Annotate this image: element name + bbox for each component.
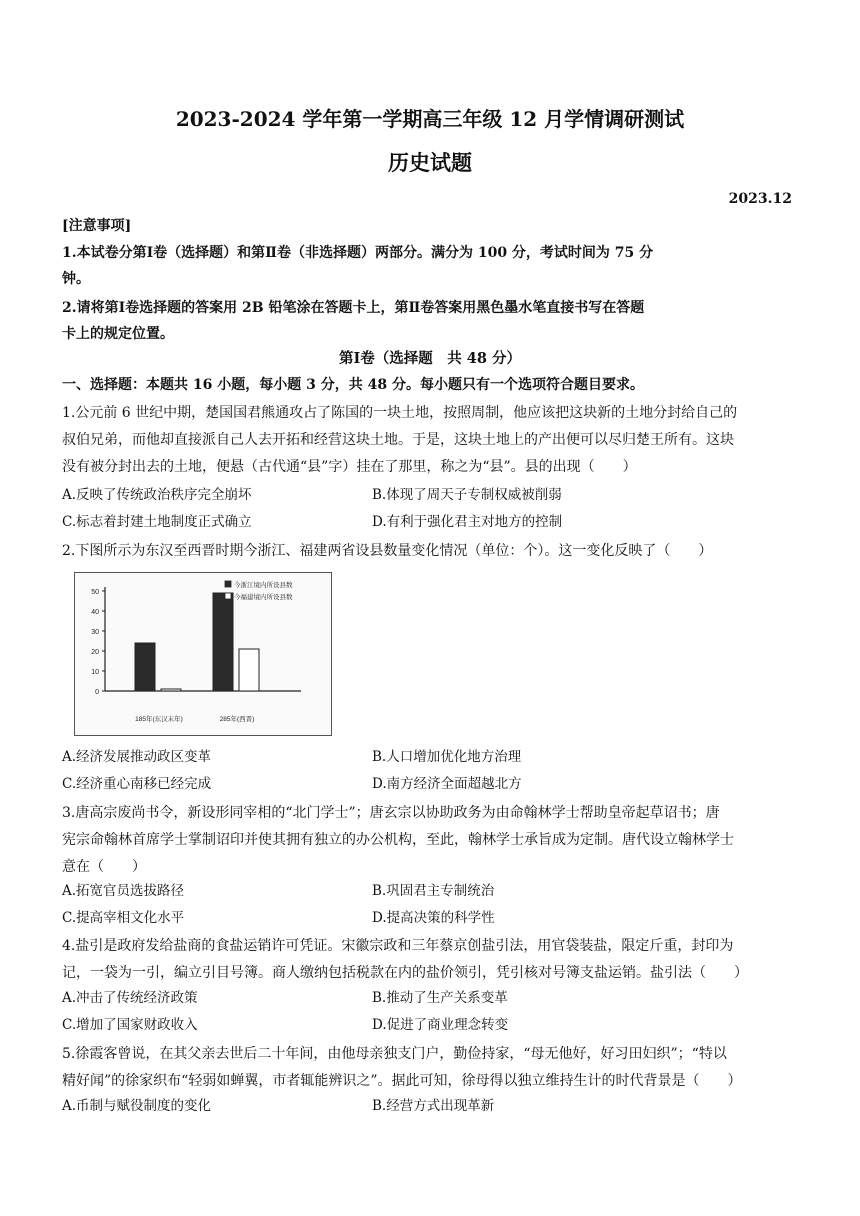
question-5-line-1: 5.徐霞客曾说，在其父亲去世后二十年间，由他母亲独支门户，勤俭持家，“母无他好，好习田妇织”；“特以	[62, 1046, 727, 1062]
y-tick-label-0: 0	[95, 689, 99, 696]
y-tick-label-1: 10	[91, 669, 99, 676]
question-4-option-d: D.促进了商业理念转变	[372, 1017, 509, 1033]
question-2-option-d: D.南方经济全面超越北方	[372, 776, 522, 792]
question-2-option-b: B.人口增加优化地方治理	[372, 749, 522, 765]
legend-swatch-0	[225, 581, 231, 587]
bar-0-1	[161, 689, 181, 691]
y-tick-label-5: 50	[91, 589, 99, 596]
question-4-line-1: 4.盐引是政府发给盐商的食盐运销许可凭证。宋徽宗政和三年蔡京创盐引法，用官袋装盐，限定斤重，封印为	[62, 938, 734, 954]
y-tick-label-3: 30	[91, 629, 99, 636]
section-title: 第Ⅰ卷（选择题 共 48 分）	[338, 350, 522, 367]
question-1-option-d: D.有利于强化君主对地方的控制	[372, 514, 563, 530]
y-tick-label-2: 20	[91, 649, 99, 656]
x-category-label-0: 185年(东汉末年)	[135, 716, 183, 723]
notice-item-2-line-2: 卡上的规定位置。	[62, 326, 174, 342]
subject-title: 历史试题	[388, 150, 472, 175]
notice-item-1-line-2: 钟。	[62, 271, 90, 287]
question-2-line-1: 2.下图所示为东汉至西晋时期今浙江、福建两省设县数量变化情况（单位：个）。这一变化反映了（ ）	[62, 543, 713, 559]
bar-1-0	[213, 593, 233, 691]
question-2-option-a: A.经济发展推动政区变革	[62, 749, 212, 765]
question-5-option-b: B.经营方式出现革新	[372, 1098, 495, 1114]
question-3-line-1: 3.唐高宗废尚书令，新设形同宰相的“北门学士”；唐玄宗以协助政务为由命翰林学士帮助皇帝起草诏书；唐	[62, 805, 720, 821]
exam-title: 2023-2024 学年第一学期高三年级 12 月学情调研测试	[175, 107, 685, 131]
question-4-option-c: C.增加了国家财政收入	[62, 1017, 198, 1033]
question-1-option-c: C.标志着封建土地制度正式确立	[62, 514, 252, 530]
question-1-option-b: B.体现了周天子专制权威被削弱	[372, 487, 562, 503]
question-1-line-2: 叔伯兄弟，而他却直接派自己人去开拓和经营这块土地。于是，这块土地上的产出便可以尽归楚王所有。这块	[62, 432, 734, 448]
legend-swatch-1	[225, 593, 231, 599]
question-5-line-2: 精好闻”的徐家织布“轻弱如蝉翼，市者辄能辨识之”。据此可知，徐母得以独立维持生计的时代背景是（ ）	[62, 1073, 742, 1089]
question-4-option-a: A.冲击了传统经济政策	[62, 990, 198, 1006]
chart-svg	[75, 573, 331, 735]
question-3-line-2: 宪宗命翰林首席学士掌制诏印并使其拥有独立的办公机构，至此，翰林学士承旨成为定制。唐代设立翰林学士	[62, 832, 734, 848]
question-4-line-2: 记，一袋为一引，编立引目号簿。商人缴纳包括税款在内的盐价领引，凭引核对号簿支盐运销。盐引法（ ）	[62, 965, 748, 981]
x-category-label-1: 285年(西晋)	[219, 716, 255, 723]
question-3-option-a: A.拓宽官员选拔路径	[62, 883, 185, 899]
bar-1-1	[239, 649, 259, 691]
question-3-line-3: 意在（ ）	[62, 859, 146, 875]
question-5-option-a: A.币制与赋役制度的变化	[62, 1098, 212, 1114]
question-3-option-c: C.提高宰相文化水平	[62, 910, 185, 926]
legend-label-0: 今浙江境内所设县数	[234, 582, 293, 589]
bar-0-0	[135, 643, 155, 691]
county-count-chart	[74, 572, 332, 736]
question-3-option-d: D.提高决策的科学性	[372, 910, 495, 926]
legend-label-1: 今福建境内所设县数	[234, 594, 293, 601]
section-instruction: 一、选择题：本题共 16 小题，每小题 3 分，共 48 分。每小题只有一个选项符合题目要求。	[62, 377, 644, 393]
question-4-option-b: B.推动了生产关系变革	[372, 990, 508, 1006]
question-1-option-a: A.反映了传统政治秩序完全崩坏	[62, 487, 252, 503]
notice-item-2-line-1: 2.请将第Ⅰ卷选择题的答案用 2B 铅笔涂在答题卡上，第Ⅱ卷答案用黑色墨水笔直接书写在答题	[62, 300, 645, 316]
question-1-line-1: 1.公元前 6 世纪中期，楚国国君熊通攻占了陈国的一块土地，按照周制，他应该把这块新的土地分封给自己的	[62, 405, 738, 421]
notice-heading: [注意事项]	[62, 218, 132, 234]
notice-item-1-line-1: 1.本试卷分第Ⅰ卷（选择题）和第Ⅱ卷（非选择题）两部分。满分为 100 分，考试时间为 75 分	[62, 245, 654, 261]
question-3-option-b: B.巩固君主专制统治	[372, 883, 495, 899]
y-tick-label-4: 40	[91, 609, 99, 616]
question-2-option-c: C.经济重心南移已经完成	[62, 776, 212, 792]
question-1-line-3: 没有被分封出去的土地，便悬（古代通“县”字）挂在了那里，称之为“县”。县的出现（ ）	[62, 459, 637, 475]
exam-date: 2023.12	[728, 191, 792, 207]
